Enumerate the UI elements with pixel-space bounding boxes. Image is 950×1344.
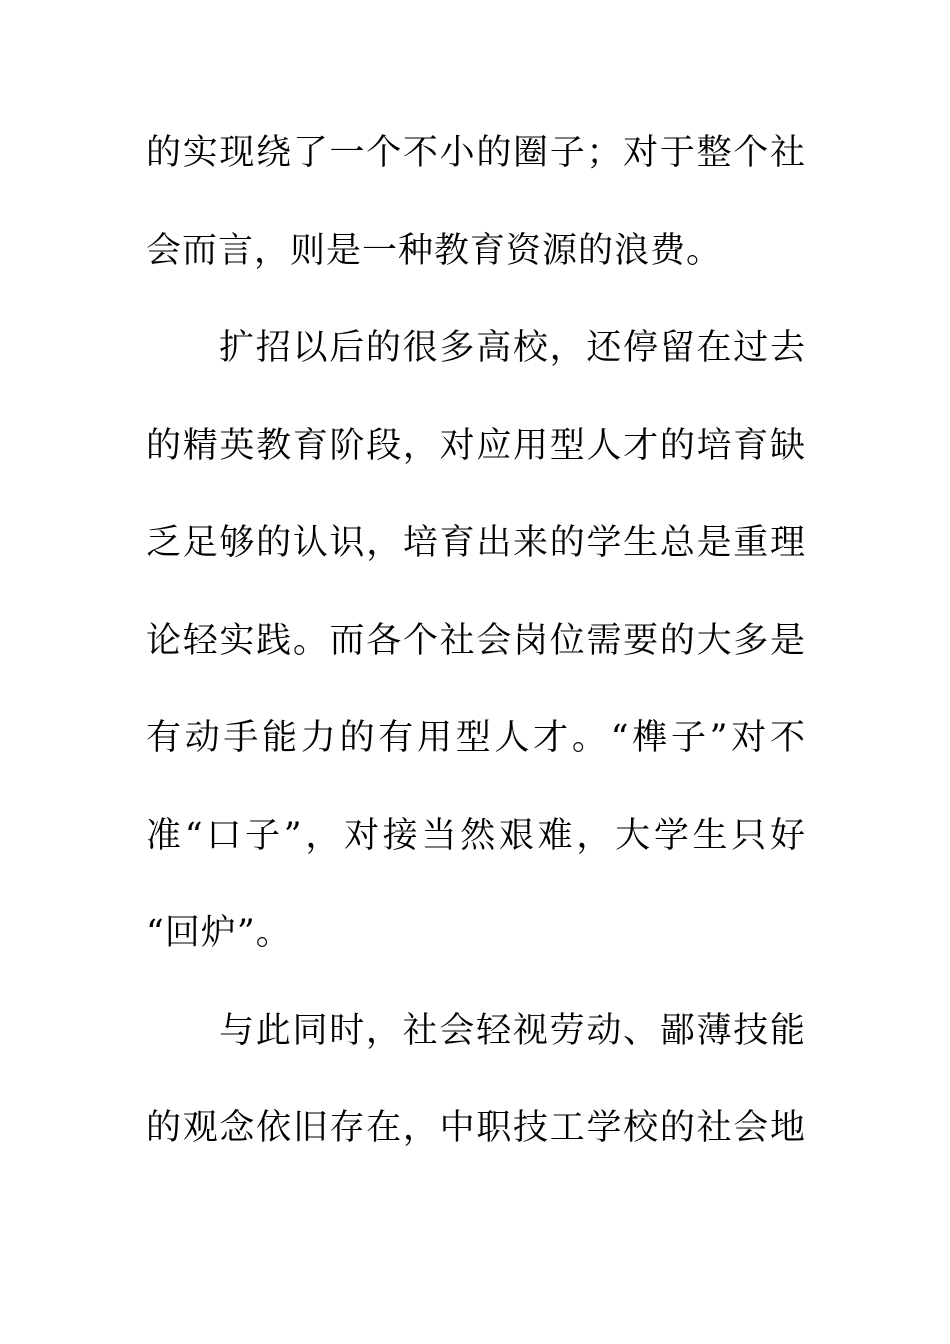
text-line: 有动手能力的有用型人才。“榫子”对不 bbox=[146, 718, 806, 758]
text-line: 乏足够的认识，培育出来的学生总是重理 bbox=[146, 523, 806, 563]
text-line: 准“口子”，对接当然艰难，大学生只好 bbox=[146, 815, 806, 856]
text-line: 扩招以后的很多高校，还停留在过去 bbox=[219, 328, 806, 368]
body-text bbox=[146, 119, 806, 1192]
text-line: 与此同时，社会轻视劳动、鄙薄技能 bbox=[219, 1010, 806, 1051]
text-line: 论轻实践。而各个社会岗位需要的大多是 bbox=[146, 620, 806, 661]
paragraph-continuation bbox=[146, 119, 806, 314]
text-line: “回炉”。 bbox=[146, 913, 292, 953]
paragraph-expansion bbox=[146, 314, 806, 997]
paragraph-social-view bbox=[146, 997, 806, 1192]
text-line: 的精英教育阶段，对应用型人才的培育缺 bbox=[146, 425, 806, 466]
text-line: 会而言，则是一种教育资源的浪费。 bbox=[146, 230, 723, 271]
text-line: 的观念依旧存在，中职技工学校的社会地 bbox=[146, 1108, 806, 1148]
text-line: 的实现绕了一个不小的圈子；对于整个社 bbox=[146, 133, 806, 173]
